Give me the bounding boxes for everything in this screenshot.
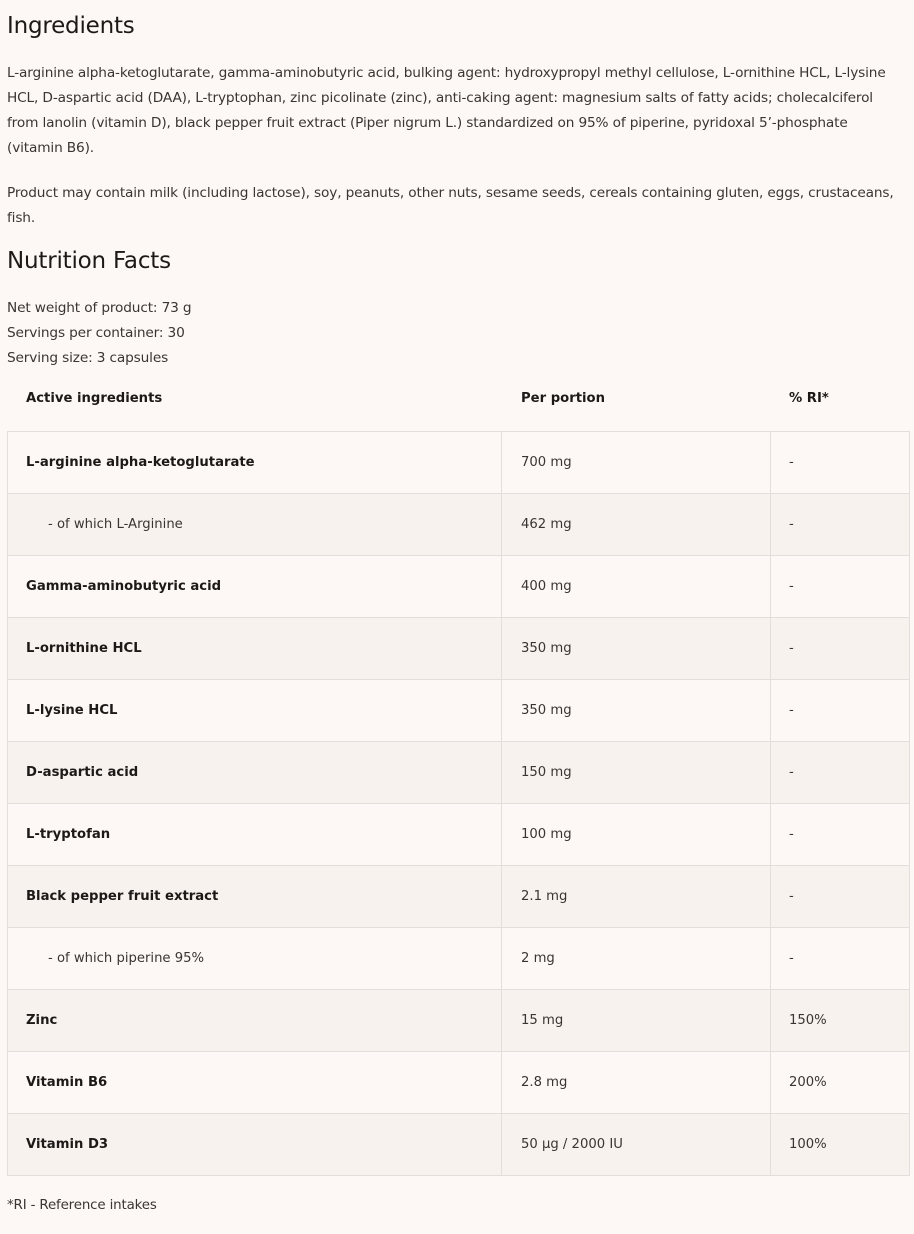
ri-cell: 150% <box>789 1013 827 1028</box>
nutrition-heading: Nutrition Facts <box>7 248 171 274</box>
ri-cell: - <box>789 827 794 842</box>
ingredient-cell <box>8 1114 502 1175</box>
ingredient-name: L-tryptofan <box>26 827 111 842</box>
portion-cell: 700 mg <box>502 432 771 493</box>
table-row <box>8 1114 909 1176</box>
ingredient-cell <box>8 990 502 1051</box>
ingredient-name: Vitamin B6 <box>26 1075 108 1090</box>
table-row <box>8 990 909 1052</box>
ri-cell: - <box>789 889 794 904</box>
ri-cell: - <box>789 579 794 594</box>
ri-cell: - <box>789 517 794 532</box>
ingredient-cell <box>8 494 502 555</box>
allergens-text: Product may contain milk (including lactose), soy, peanuts, other nuts, sesame seeds, cereals containing gluten, eggs, crustaceans, fish. <box>7 185 894 226</box>
table-row <box>8 928 909 990</box>
portion-cell: 2.8 mg <box>502 1052 771 1113</box>
table-header <box>7 380 910 420</box>
ingredient-cell <box>8 556 502 617</box>
ingredient-name: L-ornithine HCL <box>26 641 142 656</box>
portion-cell: 462 mg <box>502 494 771 555</box>
ri-cell: 100% <box>789 1137 827 1152</box>
ingredient-cell <box>8 928 502 989</box>
ri-footnote: *RI - Reference intakes <box>7 1198 157 1213</box>
header-active-ingredients: Active ingredients <box>26 391 163 406</box>
table-row <box>8 494 909 556</box>
ingredient-name: - of which piperine 95% <box>48 951 205 966</box>
table-row <box>8 432 909 494</box>
ri-cell: - <box>789 641 794 656</box>
net-weight: Net weight of product: 73 g <box>7 300 192 316</box>
ingredient-name: Gamma-aminobutyric acid <box>26 579 222 594</box>
ingredient-name: L-arginine alpha-ketoglutarate <box>26 455 255 470</box>
ri-cell: - <box>789 951 794 966</box>
ingredient-cell <box>8 742 502 803</box>
ingredient-name: L-lysine HCL <box>26 703 118 718</box>
ingredient-name: Vitamin D3 <box>26 1137 109 1152</box>
nutrition-table <box>7 431 910 1176</box>
servings-per-container: Servings per container: 30 <box>7 325 185 341</box>
ingredient-cell <box>8 618 502 679</box>
portion-cell: 50 µg / 2000 IU <box>502 1114 771 1175</box>
ingredient-cell <box>8 804 502 865</box>
table-row <box>8 1052 909 1114</box>
ingredient-name: D-aspartic acid <box>26 765 139 780</box>
portion-cell: 150 mg <box>502 742 771 803</box>
ingredient-cell <box>8 680 502 741</box>
table-row <box>8 804 909 866</box>
table-row <box>8 866 909 928</box>
ri-cell: 200% <box>789 1075 827 1090</box>
portion-cell: 350 mg <box>502 680 771 741</box>
portion-cell: 350 mg <box>502 618 771 679</box>
ingredient-cell <box>8 866 502 927</box>
portion-cell: 400 mg <box>502 556 771 617</box>
ingredient-cell <box>8 432 502 493</box>
nutrition-summary <box>7 296 191 371</box>
ri-cell: - <box>789 703 794 718</box>
portion-cell: 100 mg <box>502 804 771 865</box>
serving-size: Serving size: 3 capsules <box>7 350 169 366</box>
header-per-portion: Per portion <box>521 391 605 406</box>
ingredient-name: Zinc <box>26 1013 58 1028</box>
ingredients-text: L-arginine alpha-ketoglutarate, gamma-aminobutyric acid, bulking agent: hydroxypropyl methyl cellulose, L-ornithine HCL, L-lysine HCL, D-aspartic acid (DAA), L-tryptophan, zinc picolinate (zinc), anti-caking agent: magnesium salts of fatty acids; cholecalciferol from lanolin (vitamin D), black pepper fruit extract (Piper nigrum L.) standardized on 95% of piperine, pyridoxal 5’-phosphate (vitamin B6). <box>7 65 886 156</box>
ingredient-name: - of which L-Arginine <box>48 517 183 532</box>
ingredient-name: Black pepper fruit extract <box>26 889 219 904</box>
ri-cell: - <box>789 765 794 780</box>
ri-cell: - <box>789 455 794 470</box>
ingredient-cell <box>8 1052 502 1113</box>
portion-cell: 15 mg <box>502 990 771 1051</box>
header-ri: % RI* <box>789 391 829 406</box>
portion-cell: 2 mg <box>502 928 771 989</box>
table-row <box>8 618 909 680</box>
portion-cell: 2.1 mg <box>502 866 771 927</box>
ingredients-heading: Ingredients <box>7 13 135 39</box>
table-row <box>8 556 909 618</box>
table-row <box>8 742 909 804</box>
table-row <box>8 680 909 742</box>
